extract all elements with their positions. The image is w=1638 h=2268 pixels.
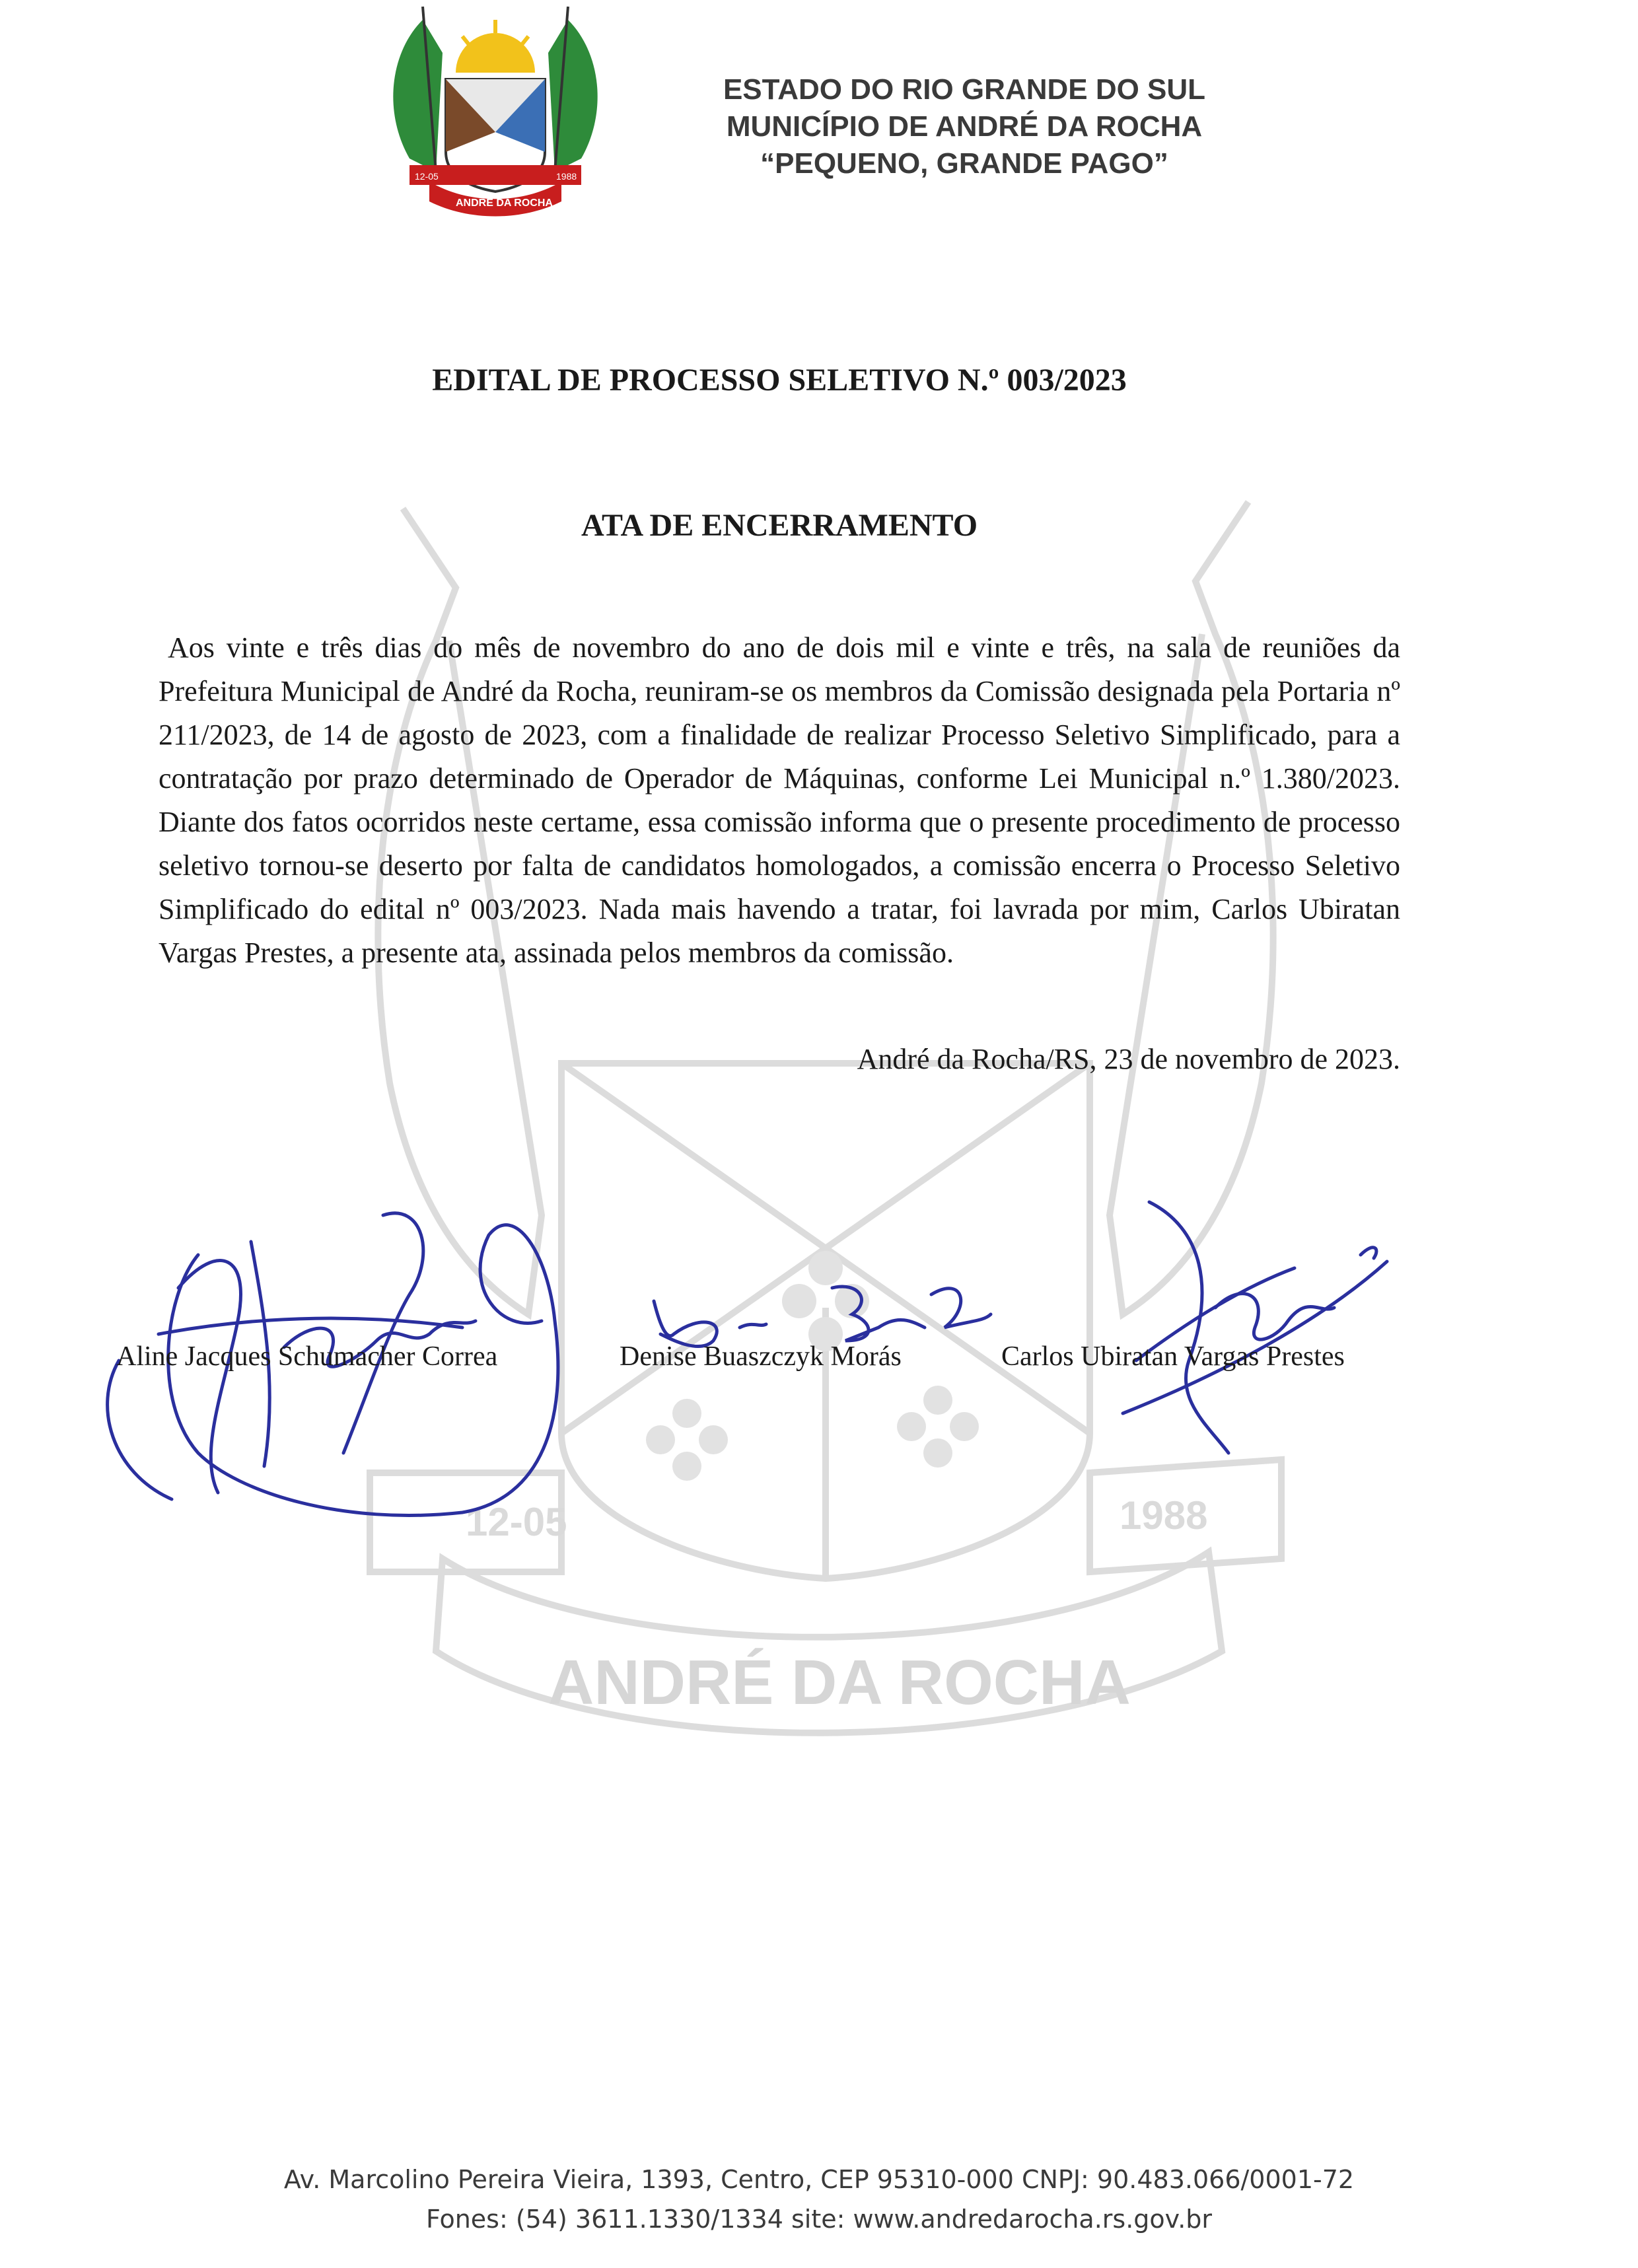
signature-name-3: Carlos Ubiratan Vargas Prestes bbox=[1001, 1341, 1345, 1372]
municipality-name: MUNICÍPIO DE ANDRÉ DA ROCHA bbox=[726, 110, 1203, 143]
municipality-motto: “PEQUENO, GRANDE PAGO” bbox=[760, 147, 1168, 180]
edital-title: EDITAL DE PROCESSO SELETIVO N.º 003/2023 bbox=[432, 363, 1127, 398]
watermark-text-left: 12-05 bbox=[466, 1500, 567, 1544]
body-paragraph: Aos vinte e três dias do mês de novembro do ano de dois mil e vinte e três, na sala de reuniões da Prefeitura Municipal de André da Rocha, reuniram-se os membros da Comissão designada pela Portaria nº 211/2023, de 14 de agosto de 2023, com a finalidade de realizar Processo Seletivo Simplificado, para a contratação por prazo determinado de Operador de Máquinas, conforme Lei Municipal n.º 1.380/2023. Diante dos fatos ocorridos neste certame, essa comissão informa que o presente procedimento de processo seletivo tornou-se deserto por falta de candidatos homologados, a comissão encerra o Processo Seletivo Simplificado do edital nº 003/2023. Nada mais havendo a tratar, foi lavrada por mim, Carlos Ubiratan Vargas Prestes, a presente ata, assinada pelos membros da comissão. bbox=[159, 631, 1400, 969]
municipal-crest-logo bbox=[383, 0, 608, 218]
footer-contact: Fones: (54) 3611.1330/1334 site: www.andredarocha.rs.gov.br bbox=[425, 2205, 1213, 2234]
crest-text-left: 12-05 bbox=[415, 171, 439, 182]
date-line: André da Rocha/RS, 23 de novembro de 2023. bbox=[857, 1043, 1400, 1075]
ata-title: ATA DE ENCERRAMENTO bbox=[581, 508, 978, 543]
signature-name-2: Denise Buaszczyk Morás bbox=[620, 1341, 902, 1372]
letterhead bbox=[667, 71, 1262, 182]
watermark-banner-text: ANDRÉ DA ROCHA bbox=[548, 1647, 1131, 1718]
signature-name-1: Aline Jacques Schumacher Correa bbox=[116, 1341, 498, 1372]
state-name: ESTADO DO RIO GRANDE DO SUL bbox=[723, 73, 1206, 106]
crest-banner-text: ANDRÉ DA ROCHA bbox=[456, 197, 553, 209]
footer-address: Av. Marcolino Pereira Vieira, 1393, Centro, CEP 95310-000 CNPJ: 90.483.066/0001-72 bbox=[283, 2165, 1355, 2194]
crest-text-right: 1988 bbox=[556, 171, 577, 182]
watermark-text-right: 1988 bbox=[1120, 1493, 1208, 1538]
